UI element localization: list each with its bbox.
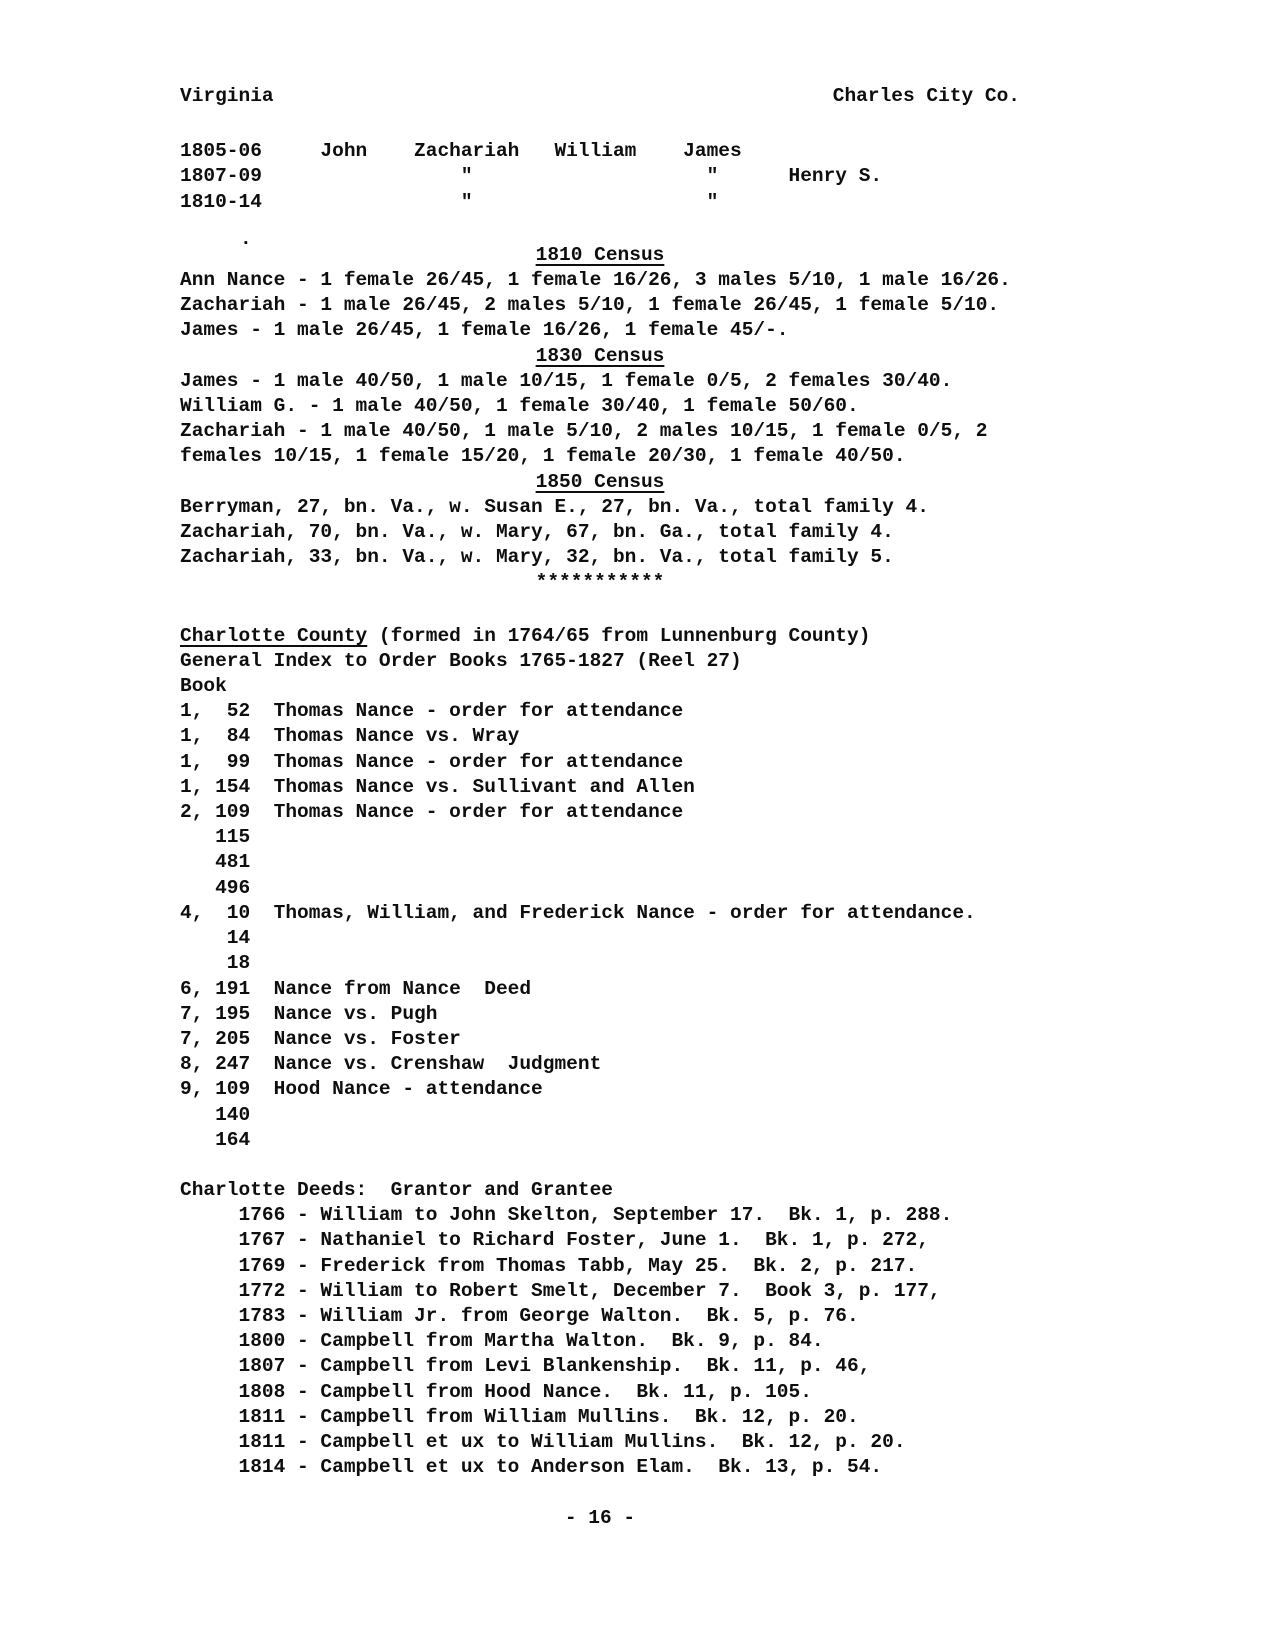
tax-row-1810-14: 1810-14 " " [180,190,719,213]
deed-row: 1811 - Campbell et ux to William Mullins. Bk. 12, p. 20. [180,1430,906,1453]
census-1830-entry: Zachariah - 1 male 40/50, 1 male 5/10, 2 males 10/15, 1 female 0/5, 2 [180,420,988,443]
charlotte-subtitle: General Index to Order Books 1765-1827 (Reel 27) [180,649,742,672]
census-1850-entry: Zachariah, 70, bn. Va., w. Mary, 67, bn. Ga., total family 4. [180,521,894,544]
census-section [180,227,1020,596]
index-row: 9, 109 Hood Nance - attendance [180,1078,543,1101]
deed-row: 1772 - William to Robert Smelt, December 7. Book 3, p. 177, [180,1279,941,1302]
index-row: 18 [180,952,251,975]
deed-row: 1769 - Frederick from Thomas Tabb, May 25. Bk. 2, p. 217. [180,1254,918,1277]
index-row: 6, 191 Nance from Nance Deed [180,977,532,1000]
deed-row: 1766 - William to John Skelton, September 17. Bk. 1, p. 288. [180,1204,953,1227]
deed-row: 1807 - Campbell from Levi Blankenship. Bk. 11, p. 46, [180,1355,871,1378]
charlotte-title-line [180,624,1020,649]
page-header [180,84,1020,109]
index-row: 1, 99 Thomas Nance - order for attendance [180,750,684,773]
stray-dot-mark: . [240,227,252,250]
deed-row: 1800 - Campbell from Martha Walton. Bk. 9, p. 84. [180,1330,824,1353]
charlotte-county-title: Charlotte County [180,624,368,647]
tax-list-table [180,139,1020,215]
header-county: Charles City Co. [832,85,1020,107]
deeds-heading: Charlotte Deeds: Grantor and Grantee [180,1178,613,1201]
census-1830-heading-line [180,344,1020,369]
census-1830-heading: 1830 Census [535,344,665,367]
index-row: 481 [180,851,251,874]
asterisk-separator: *********** [535,571,665,594]
census-1830-entry: William G. - 1 male 40/50, 1 female 30/40, 1 female 50/60. [180,395,859,418]
index-row: 496 [180,876,251,899]
index-row: 14 [180,927,251,950]
tax-row-1805-06: 1805-06 John Zachariah William James [180,140,742,163]
header-state: Virginia [180,85,274,107]
charlotte-county-section [180,624,1020,1153]
index-row: 7, 195 Nance vs. Pugh [180,1002,438,1025]
charlotte-deeds-section [180,1178,1020,1480]
index-row: 1, 154 Thomas Nance vs. Sullivant and Allen [180,775,695,798]
census-1810-entry: Ann Nance - 1 female 26/45, 1 female 16/26, 3 males 5/10, 1 male 16/26. [180,269,1011,292]
census-1810-entry: Zachariah - 1 male 26/45, 2 males 5/10, 1 female 26/45, 1 female 5/10. [180,294,1000,317]
deed-row: 1767 - Nathaniel to Richard Foster, June 1. Bk. 1, p. 272, [180,1229,929,1252]
census-1850-entry: Berryman, 27, bn. Va., w. Susan E., 27, bn. Va., total family 4. [180,495,929,518]
index-row: 1, 84 Thomas Nance vs. Wray [180,725,520,748]
census-1810-heading-line [180,243,1020,268]
index-row: 140 [180,1103,251,1126]
index-row: 164 [180,1128,251,1151]
census-1830-entry: James - 1 male 40/50, 1 male 10/15, 1 female 0/5, 2 females 30/40. [180,369,953,392]
index-row: 115 [180,826,251,849]
index-row: 7, 205 Nance vs. Foster [180,1027,461,1050]
page-number: - 16 - [564,1507,636,1530]
book-column-label: Book [180,675,227,698]
deed-row: 1808 - Campbell from Hood Nance. Bk. 11, p. 105. [180,1380,812,1403]
index-row: 1, 52 Thomas Nance - order for attendance [180,700,684,723]
census-1810-heading: 1810 Census [535,243,665,266]
census-1830-entry-wrap: females 10/15, 1 female 15/20, 1 female 20/30, 1 female 40/50. [180,445,906,468]
census-1810-entry: James - 1 male 26/45, 1 female 16/26, 1 female 45/-. [180,319,789,342]
census-1850-heading-line [180,470,1020,495]
deed-row: 1814 - Campbell et ux to Anderson Elam. Bk. 13, p. 54. [180,1456,883,1479]
index-row: 8, 247 Nance vs. Crenshaw Judgment [180,1053,602,1076]
census-1850-entry: Zachariah, 33, bn. Va., w. Mary, 32, bn. Va., total family 5. [180,546,894,569]
census-1850-heading: 1850 Census [535,470,665,493]
charlotte-county-title-note: (formed in 1764/65 from Lunnenburg County) [367,624,871,647]
deed-row: 1783 - William Jr. from George Walton. Bk. 5, p. 76. [180,1304,859,1327]
deed-row: 1811 - Campbell from William Mullins. Bk. 12, p. 20. [180,1405,859,1428]
index-row: 4, 10 Thomas, William, and Frederick Nance - order for attendance. [180,901,976,924]
index-row: 2, 109 Thomas Nance - order for attendance [180,801,684,824]
text-column [180,84,1020,1532]
tax-row-1807-09: 1807-09 " " Henry S. [180,165,883,188]
